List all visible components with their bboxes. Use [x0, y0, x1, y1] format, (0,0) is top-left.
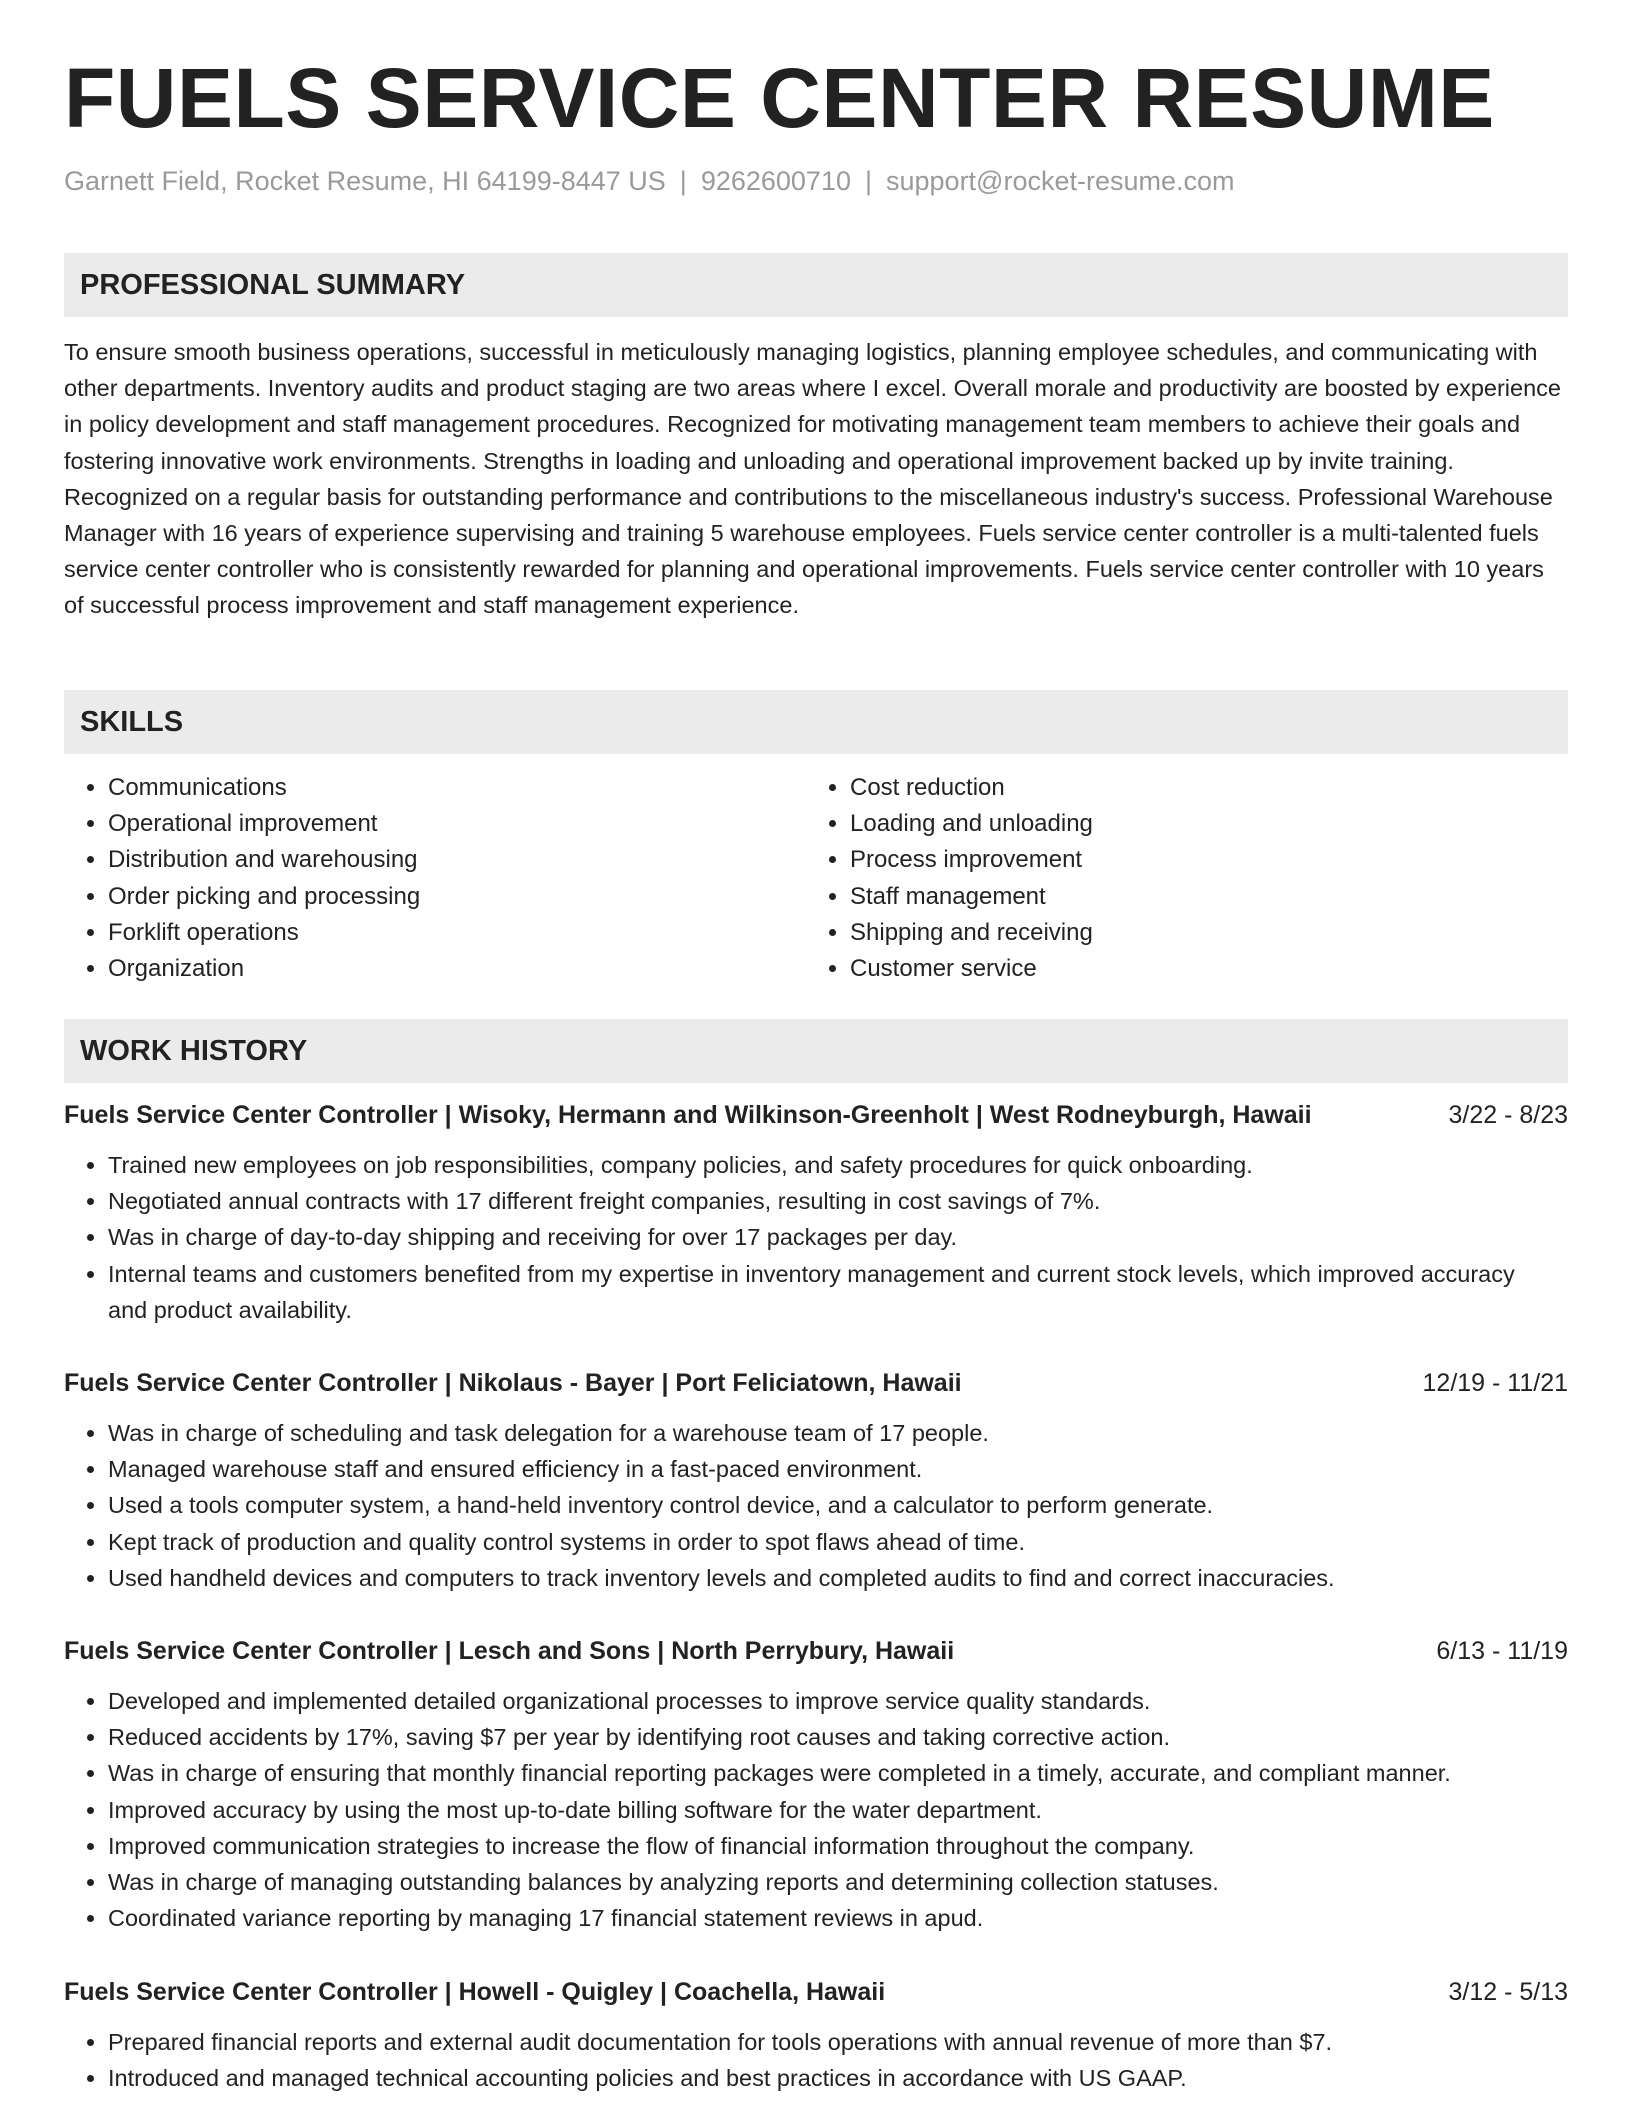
job-title: Fuels Service Center Controller | Lesch and Sons | North Perrybury, Hawaii [64, 1637, 955, 1665]
job-bullet: • Internal teams and customers benefited from my expertise in inventory management and current stock levels, which improved accuracy and product availability. [108, 1256, 1568, 1328]
job-bullet: • Reduced accidents by 17%, saving $7 per year by identifying root causes and taking corrective action. [108, 1719, 1568, 1755]
contact-line [64, 166, 1235, 197]
contact-separator: | [679, 166, 687, 196]
contact-separator: | [864, 166, 872, 196]
contact-email: support@rocket-resume.com [886, 166, 1235, 196]
job-bullets [64, 1415, 1568, 1596]
job-bullet: • Managed warehouse staff and ensured efficiency in a fast-paced environment. [108, 1451, 1568, 1487]
job-title: Fuels Service Center Controller | Nikolaus - Bayer | Port Feliciatown, Hawaii [64, 1369, 962, 1397]
job-bullets [64, 1683, 1568, 1936]
job-bullet: • Kept track of production and quality control systems in order to spot flaws ahead of time. [108, 1524, 1568, 1560]
skill-item: • Forklift operations [108, 915, 420, 951]
skills-section-header [64, 690, 1568, 754]
job-bullet: • Used handheld devices and computers to track inventory levels and completed audits to find and correct inaccuracies. [108, 1560, 1568, 1596]
job-entry [64, 1097, 1568, 1328]
skills-heading: SKILLS [80, 706, 184, 738]
job-bullet: • Negotiated annual contracts with 17 different freight companies, resulting in cost savings of 7%. [108, 1183, 1568, 1219]
skill-item: • Operational improvement [108, 806, 420, 842]
job-bullet: • Prepared financial reports and external audit documentation for tools operations with annual revenue of more than $7. [108, 2024, 1568, 2060]
job-bullet: • Was in charge of managing outstanding balances by analyzing reports and determining collection statuses. [108, 1864, 1568, 1900]
job-bullets [64, 1147, 1568, 1328]
job-bullet: • Trained new employees on job responsibilities, company policies, and safety procedures for quick onboarding. [108, 1147, 1568, 1183]
work-history-section-header [64, 1019, 1568, 1083]
job-title: Fuels Service Center Controller | Wisoky, Hermann and Wilkinson-Greenholt | West Rodneyburgh, Hawaii [64, 1101, 1312, 1129]
summary-section-header [64, 253, 1568, 317]
job-header [64, 1974, 1568, 2010]
skill-item: • Loading and unloading [850, 806, 1093, 842]
resume-title: FUELS SERVICE CENTER RESUME [64, 51, 1495, 145]
job-bullet: • Developed and implemented detailed organizational processes to improve service quality standards. [108, 1683, 1568, 1719]
job-bullet: • Improved communication strategies to increase the flow of financial information throughout the company. [108, 1828, 1568, 1864]
skill-item: • Cost reduction [850, 770, 1093, 806]
job-bullet: • Introduced and managed technical accounting policies and best practices in accordance with US GAAP. [108, 2060, 1568, 2096]
job-bullet: • Improved accuracy by using the most up-to-date billing software for the water department. [108, 1792, 1568, 1828]
skills-column-right [806, 770, 1093, 987]
job-bullets [64, 2024, 1568, 2096]
skill-item: • Distribution and warehousing [108, 842, 420, 878]
skill-item: • Staff management [850, 879, 1093, 915]
skill-item: • Shipping and receiving [850, 915, 1093, 951]
contact-address: Garnett Field, Rocket Resume, HI 64199-8447 US [64, 166, 666, 196]
summary-text: To ensure smooth business operations, successful in meticulously managing logistics, planning employee schedules, and communicating with other departments. Inventory audits and product staging are two areas where I excel. Overall morale and productivity are boosted by experience in policy development and staff management procedures. Recognized for motivating management team members to achieve their goals and fostering innovative work environments. Strengths in loading and unloading and operational improvement backed up by invite training. Recognized on a regular basis for outstanding performance and contributions to the miscellaneous industry's success. Professional Warehouse Manager with 16 years of experience supervising and training 5 warehouse employees. Fuels service center controller is a multi-talented fuels service center controller who is consistently rewarded for planning and operational improvements. Fuels service center controller with 10 years of successful process improvement and staff management experience. [64, 339, 1561, 619]
skill-item: • Organization [108, 951, 420, 987]
skill-item: • Communications [108, 770, 420, 806]
job-dates: 3/22 - 8/23 [1448, 1101, 1568, 1129]
job-bullet: • Coordinated variance reporting by managing 17 financial statement reviews in apud. [108, 1900, 1568, 1936]
job-bullet: • Used a tools computer system, a hand-held inventory control device, and a calculator to perform generate. [108, 1487, 1568, 1523]
work-history-heading: WORK HISTORY [80, 1035, 308, 1067]
summary-heading: PROFESSIONAL SUMMARY [80, 269, 466, 301]
job-header [64, 1365, 1568, 1401]
job-entry [64, 1633, 1568, 1936]
job-dates: 12/19 - 11/21 [1422, 1369, 1568, 1397]
job-bullet: • Was in charge of scheduling and task delegation for a warehouse team of 17 people. [108, 1415, 1568, 1451]
job-dates: 6/13 - 11/19 [1436, 1637, 1568, 1665]
job-entry [64, 1365, 1568, 1596]
skill-item: • Customer service [850, 951, 1093, 987]
job-header [64, 1633, 1568, 1669]
job-dates: 3/12 - 5/13 [1448, 1978, 1568, 2006]
skill-item: • Order picking and processing [108, 879, 420, 915]
job-bullet: • Was in charge of day-to-day shipping and receiving for over 17 packages per day. [108, 1219, 1568, 1255]
contact-phone: 9262600710 [700, 166, 851, 196]
job-bullet: • Was in charge of ensuring that monthly financial reporting packages were completed in a timely, accurate, and compliant manner. [108, 1755, 1568, 1791]
skill-item: • Process improvement [850, 842, 1093, 878]
job-entry [64, 1974, 1568, 2096]
job-header [64, 1097, 1568, 1133]
skills-column-left [64, 770, 420, 987]
job-title: Fuels Service Center Controller | Howell - Quigley | Coachella, Hawaii [64, 1978, 886, 2006]
